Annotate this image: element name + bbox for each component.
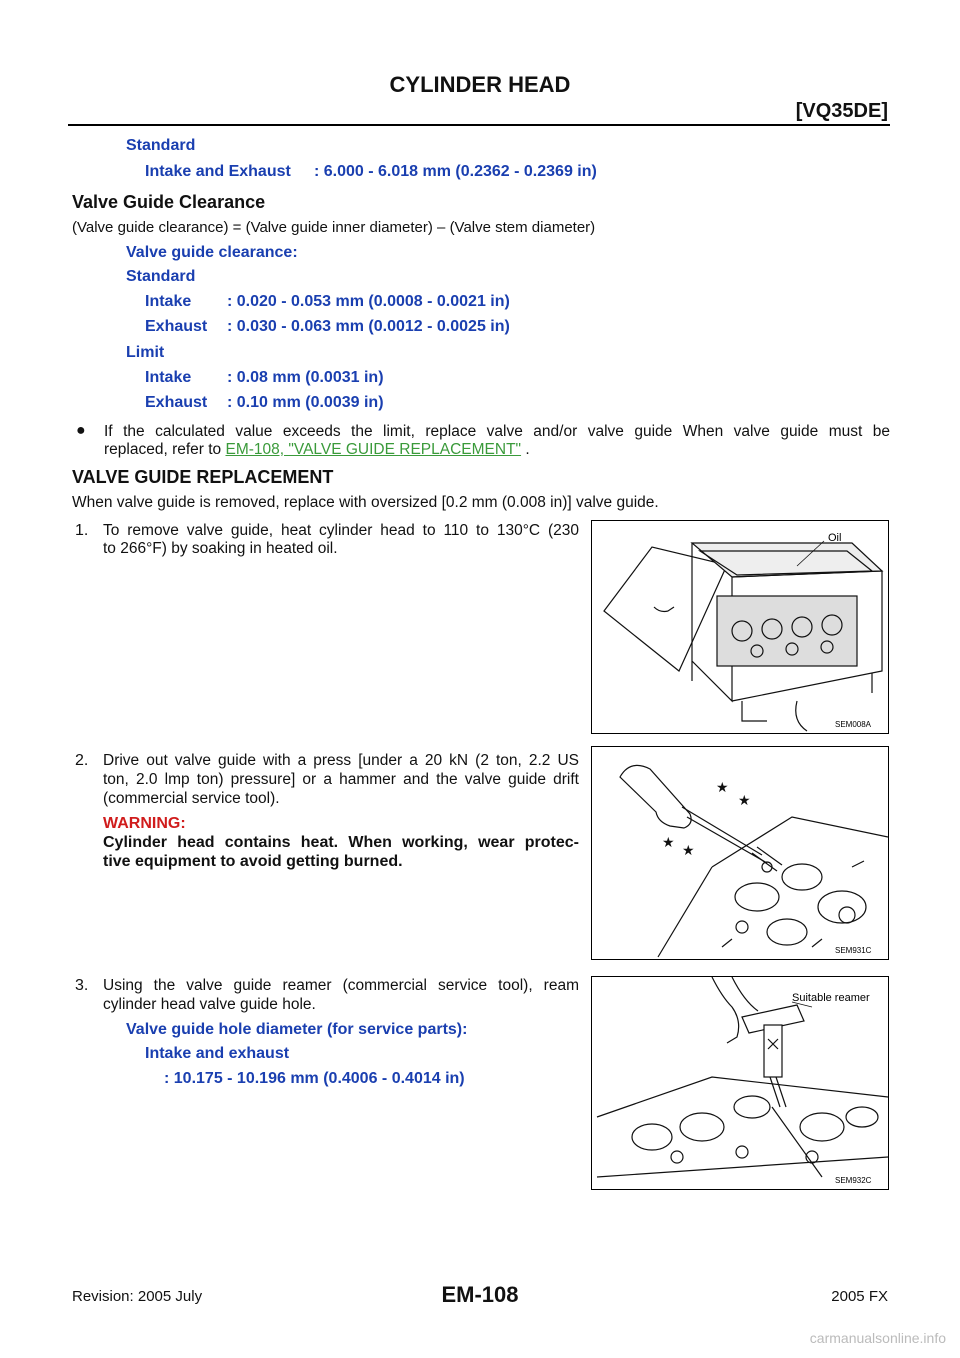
hole-diameter-value: : 10.175 - 10.196 mm (0.4006 - 0.4014 in) <box>164 1070 465 1087</box>
reamer-callout: Suitable reamer <box>792 992 870 1004</box>
hole-diameter-sub: Intake and exhaust <box>145 1045 290 1062</box>
bullet-dot: ● <box>76 422 86 439</box>
step1-number: 1. <box>75 522 89 539</box>
step3-number: 3. <box>75 977 89 994</box>
fig3-code: SEM932C <box>835 1176 872 1185</box>
reamer-illustration <box>592 977 888 1189</box>
hammer-drift-illustration <box>592 747 888 959</box>
warning-label: WARNING: <box>103 815 186 832</box>
bullet-line2 <box>104 441 530 459</box>
revision-date: Revision: 2005 July <box>72 1288 203 1305</box>
lim-exhaust-value: : 0.10 mm (0.0039 in) <box>227 394 384 411</box>
hole-diameter-title: Valve guide hole diameter (for service parts): <box>126 1021 468 1038</box>
section-heading-replacement: VALVE GUIDE REPLACEMENT <box>72 467 334 487</box>
clearance-formula: (Valve guide clearance) = (Valve guide inner diameter) – (Valve stem diameter) <box>72 219 596 236</box>
warning-line2: tive equipment to avoid getting burned. <box>103 853 403 870</box>
oil-bath-illustration <box>592 521 888 733</box>
clearance-limit-label: Limit <box>126 344 165 361</box>
svg-text:★: ★ <box>738 793 751 809</box>
step2-number: 2. <box>75 752 89 769</box>
step1-line2: to 266°F) by soaking in heated oil. <box>103 540 338 557</box>
std-exhaust-label: Exhaust <box>145 318 208 335</box>
step2-line2: ton, 2.0 lmp ton) pressure] or a hammer and the valve guide drift <box>103 771 579 788</box>
replacement-intro: When valve guide is removed, replace with oversized [0.2 mm (0.008 in)] valve guide. <box>72 494 659 511</box>
bullet-line1: If the calculated value exceeds the limit, replace valve and/or valve guide When valve guide must be <box>104 423 890 440</box>
std-exhaust-value: : 0.030 - 0.063 mm (0.0012 - 0.0025 in) <box>227 318 510 335</box>
bullet-line2-prefix: replaced, refer to <box>104 441 222 458</box>
fig1-code: SEM008A <box>835 720 872 729</box>
page-number: EM-108 <box>441 1282 519 1307</box>
clearance-standard-label: Standard <box>126 268 196 285</box>
cross-reference-link[interactable]: EM-108, "VALVE GUIDE REPLACEMENT" <box>225 441 522 458</box>
svg-text:★: ★ <box>662 835 675 851</box>
spec-standard-label: Standard <box>126 137 196 154</box>
step3-line1: Using the valve guide reamer (commercial service tool), ream <box>103 977 579 994</box>
lim-exhaust-label: Exhaust <box>145 394 208 411</box>
clearance-spec-title: Valve guide clearance: <box>126 244 298 261</box>
page-title: CYLINDER HEAD <box>389 72 571 97</box>
std-intake-value: : 0.020 - 0.053 mm (0.0008 - 0.0021 in) <box>227 293 510 310</box>
section-heading-clearance: Valve Guide Clearance <box>72 192 266 212</box>
step3-line2: cylinder head valve guide hole. <box>103 996 316 1013</box>
header-rule <box>68 124 890 126</box>
svg-text:★: ★ <box>716 780 729 796</box>
figure-oil-bath <box>591 520 889 734</box>
fig2-code: SEM931C <box>835 946 872 955</box>
engine-code: [VQ35DE] <box>795 100 888 122</box>
std-intake-label: Intake <box>145 293 192 310</box>
warning-line1: Cylinder head contains heat. When working, wear protec- <box>103 834 579 851</box>
step1-line1: To remove valve guide, heat cylinder head to 110 to 130°C (230 <box>103 522 579 539</box>
spec-row-value: : 6.000 - 6.018 mm (0.2362 - 0.2369 in) <box>314 163 597 180</box>
step2-line1: Drive out valve guide with a press [under a 20 kN (2 ton, 2.2 US <box>103 752 579 769</box>
model-year: 2005 FX <box>831 1288 888 1305</box>
spec-row-label: Intake and Exhaust <box>145 163 291 180</box>
figure-reamer <box>591 976 889 1190</box>
watermark: carmanualsonline.info <box>809 1330 946 1346</box>
lim-intake-value: : 0.08 mm (0.0031 in) <box>227 369 384 386</box>
oil-callout: Oil <box>828 532 842 544</box>
svg-text:★: ★ <box>682 843 695 859</box>
step2-line3: (commercial service tool). <box>103 790 280 807</box>
bullet-line2-suffix: . <box>525 441 530 458</box>
lim-intake-label: Intake <box>145 369 192 386</box>
figure-drive-out-guide <box>591 746 889 960</box>
